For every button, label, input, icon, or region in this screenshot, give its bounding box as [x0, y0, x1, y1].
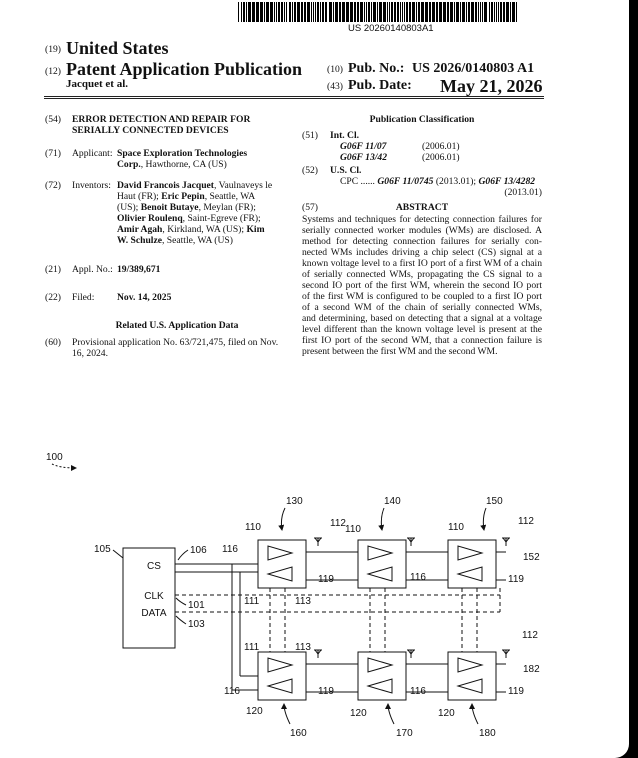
controller-clk-label: CLK [144, 591, 164, 602]
inventors-code: (72) [45, 180, 61, 191]
abstract-line: of a second WM of the chain of serially connected WMs, [302, 302, 542, 313]
cpc-date-1: (2013.01); [435, 176, 477, 187]
cs-line-ref: 106 [190, 545, 207, 556]
abstract-line: Systems and techniques for detecting connection failures for [302, 214, 542, 225]
label-113-top: 113 [295, 596, 311, 607]
title-line-2: SERIALLY CONNECTED DEVICES [72, 125, 229, 136]
pub-no: US 2026/0140803 A1 [412, 61, 535, 76]
abstract-line: known voltage level to a first IO port of a first WM of a chain [302, 258, 542, 269]
provisional-code: (60) [45, 337, 61, 348]
related-heading: Related U.S. Application Data [115, 320, 239, 331]
worker-module-bottom-3 [448, 652, 496, 700]
abstract-line: level different than the known voltage level is present at the [302, 324, 542, 335]
label-111-bottom: 111 [244, 642, 260, 653]
abstract-line: second IO port of the first WM, wherein the second IO port [302, 280, 542, 291]
inventor-5-location: , Kirkland, WA (US); [162, 224, 247, 235]
inventor-3-name: Benoit Butaye [140, 202, 199, 213]
pub-date-label: Pub. Date: [348, 78, 412, 93]
worker-module-top-2 [358, 540, 406, 588]
label-120-2: 120 [350, 708, 367, 719]
provisional-line-1: Provisional application No. 63/721,475, filed on Nov. [72, 337, 279, 348]
abstract-line: of serially connected WMs, propagating the CS signal to a [302, 269, 542, 280]
intcl-code-2: G06F 13/42 [340, 152, 387, 163]
filed-label: Filed: [72, 292, 95, 303]
label-116-bottom-left: 116 [224, 686, 240, 697]
module-ref-130: 130 [286, 496, 303, 507]
module-ref-160: 160 [290, 728, 307, 739]
applicant-name-2: Corp. [117, 159, 141, 170]
module-ref-140: 140 [384, 496, 401, 507]
intcl-date-1: (2006.01) [422, 141, 460, 152]
worker-module-bottom-1 [258, 652, 306, 700]
inventor-4-location: , Saint-Egreve (FR); [182, 213, 261, 224]
pub-date-code: (43) [327, 81, 343, 92]
barcode-text: US 20260140803A1 [348, 23, 434, 34]
label-152: 152 [523, 552, 540, 563]
label-119-top-left: 119 [318, 574, 334, 585]
inventor-1-location-a: , Vaulnaveys le [214, 180, 273, 191]
controller-ref: 105 [94, 544, 111, 555]
label-119-top-right: 119 [508, 574, 524, 585]
country: United States [66, 38, 169, 58]
circuit-figure [0, 440, 629, 758]
label-112-2: 112 [518, 516, 534, 527]
module-ref-170: 170 [396, 728, 413, 739]
filed-code: (22) [45, 292, 61, 303]
provisional-line-2: 16, 2024. [72, 348, 108, 359]
inventor-6-location: , Seattle, WA (US) [161, 235, 233, 246]
applicant-location: , Hawthorne, CA (US) [140, 159, 227, 170]
abstract-body [302, 214, 542, 357]
label-120-1: 120 [246, 706, 263, 717]
abstract-line: first IO port of the second WM, that a connection failure is [302, 335, 542, 346]
figure-ref: 100 [46, 452, 63, 463]
inventor-5-name: Amir Agah [117, 224, 163, 235]
appl-code: (21) [45, 264, 61, 275]
label-119-bottom-right: 119 [508, 686, 524, 697]
inventor-3-location: , Meylan (FR); [198, 202, 256, 213]
filed-date: Nov. 14, 2025 [117, 292, 172, 303]
country-code: (19) [45, 44, 61, 55]
cpc-label: CPC ...... [340, 176, 375, 187]
cpc-code-2: G06F 13/4282 [478, 176, 536, 187]
inventor-2-location-b: (US); [117, 202, 141, 213]
applicant-name-1: Space Exploration Technologies [117, 148, 248, 159]
controller-data-label: DATA [141, 608, 167, 619]
abstract-line: present between the first WM and the second WM. [302, 346, 498, 357]
inventors-label: Inventors: [72, 180, 111, 191]
uscl-label: U.S. Cl. [330, 165, 362, 176]
pub-type-code: (12) [45, 66, 61, 77]
header-rule-2 [44, 98, 544, 99]
applicant-code: (71) [45, 148, 61, 159]
cpc-code-1: G06F 11/0745 [377, 176, 434, 187]
label-112-3: 112 [522, 630, 538, 641]
pub-no-label: Pub. No.: [348, 61, 405, 76]
worker-module-top-3 [448, 540, 496, 588]
label-116-bottom-right: 116 [410, 686, 426, 697]
classification-heading: Publication Classification [369, 114, 475, 125]
intcl-code: (51) [302, 130, 318, 141]
abstract-heading: ABSTRACT [395, 202, 449, 213]
pub-type: Patent Application Publication [66, 59, 303, 79]
header-rule [44, 96, 544, 97]
label-116-top: 116 [222, 544, 238, 555]
clk-line-ref: 101 [188, 600, 205, 611]
inventor-2-name: Eric Pepin [161, 191, 205, 202]
intcl-label: Int. Cl. [330, 130, 360, 141]
worker-module-bottom-2 [358, 652, 406, 700]
intcl-code-1: G06F 11/07 [340, 141, 387, 152]
abstract-line: nected WMs includes driving a chip select (CS) signal at a [302, 247, 542, 258]
label-110-3: 110 [448, 522, 464, 533]
inventor-2-location: , Seattle, WA [204, 191, 256, 202]
uscl-code: (52) [302, 165, 318, 176]
label-113-bottom: 113 [295, 642, 311, 653]
abstract-line: method for detecting connection failures for serially con- [302, 236, 542, 247]
appl-no: 19/389,671 [117, 264, 161, 275]
title-line-1: ERROR DETECTION AND REPAIR FOR [72, 114, 251, 125]
controller-cs-label: CS [147, 561, 161, 572]
module-ref-150: 150 [486, 496, 503, 507]
module-ref-180: 180 [479, 728, 496, 739]
abstract-line: of the first WM is configured to be coupled to a first IO port [302, 291, 542, 302]
label-119-bottom-left: 119 [318, 686, 334, 697]
barcode [238, 2, 520, 22]
pub-no-code: (10) [327, 64, 343, 75]
inventor-6-name-b: W. Schulze [117, 235, 162, 246]
label-112-1: 112 [330, 518, 346, 529]
inventor-1-location-b: Haut (FR); [117, 191, 162, 202]
pub-date: May 21, 2026 [440, 76, 543, 96]
title-code: (54) [45, 114, 61, 125]
label-110-1: 110 [245, 522, 261, 533]
appl-label: Appl. No.: [72, 264, 113, 275]
data-line-ref: 103 [188, 619, 205, 630]
label-111-top: 111 [244, 596, 260, 607]
cpc-date-2: (2013.01) [504, 187, 542, 198]
abstract-line: and determining, based on detecting that a signal at a voltage [302, 313, 542, 324]
label-120-3: 120 [438, 708, 455, 719]
label-110-2: 110 [345, 524, 361, 535]
inventor-4-name: Olivier Roulenq [117, 213, 183, 224]
inventor-6-name-a: Kim [246, 224, 265, 235]
authors: Jacquet et al. [66, 78, 129, 90]
worker-module-top-1 [258, 540, 306, 588]
abstract-code: (57) [302, 202, 318, 213]
abstract-line: serially connected worker modules (WMs) are disclosed. A [302, 225, 542, 236]
label-116-top-right: 116 [410, 572, 426, 583]
applicant-label: Applicant: [72, 148, 113, 159]
intcl-date-2: (2006.01) [422, 152, 460, 163]
inventor-1-name: David Francois Jacquet [117, 180, 215, 191]
label-182: 182 [523, 664, 540, 675]
